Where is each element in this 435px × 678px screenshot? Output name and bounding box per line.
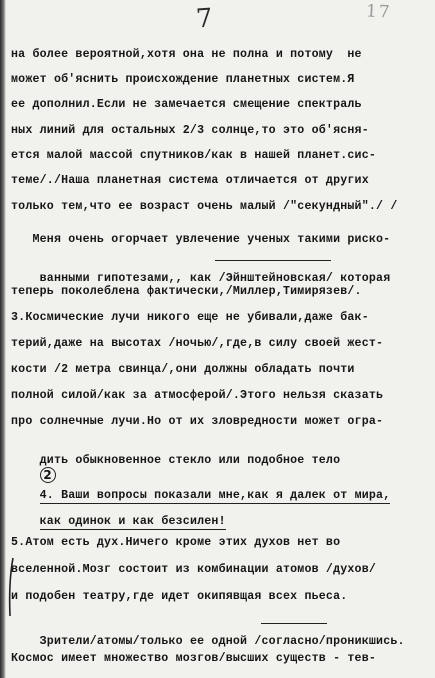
line-text: Зрители/атомы/только ее одной /согласно/проникшись. <box>39 635 405 648</box>
text-line: полной силой/как за атмосферой/.Этого нельзя сказать <box>11 389 384 402</box>
text-line: кости /2 метра свинца/,они должны обладать почти <box>11 363 355 376</box>
text-line: Меня очень огорчает увлечение ученых такими риско- <box>11 233 391 246</box>
text-line: теперь поколеблена фактически,/Миллер,Тимирязев/. <box>11 285 362 298</box>
text-line: только тем,что ее возраст очень малый /"секундный"./ / <box>11 200 398 213</box>
text-line: 3.Космические лучи никого еще не убивали,даже бак- <box>11 311 369 324</box>
text-line: ее дополнил.Если не замечается смещение спектраль <box>11 98 362 111</box>
underline-einstein <box>215 259 331 261</box>
line-text: как одинок и как безсилен! <box>39 515 226 528</box>
text-line: про солнечные лучи.Но от их зловредности может огра- <box>11 415 384 428</box>
text-line: теме/./Наша планетная система отличается от других <box>11 174 369 187</box>
circled-number: 2 <box>40 467 56 483</box>
margin-pen-mark <box>7 556 15 618</box>
line-text: 4. Ваши вопросы показали мне,как я далек от мира, <box>39 489 391 502</box>
text-line: Космос имеет множество мозгов/высших существ - тев- <box>11 652 377 665</box>
line-text: дить обыкновенное стекло или подобное тело <box>39 454 341 467</box>
text-line: 5.Атом есть дух.Ничего кроме этих духов нет во <box>11 536 341 549</box>
scan-edge <box>0 0 6 678</box>
text-line: и подобен театру,где идет окипявщая всех пьеса. <box>11 590 348 603</box>
text-line: ется малой массой спутников/как в нашей планет.сис- <box>11 149 377 162</box>
text-line: может об'яснить происхождение планетных систем.Я <box>11 73 355 86</box>
text-line: ных линий для остальных 2/3 солнце,то это об'ясня- <box>11 124 369 137</box>
page-number: 7 <box>194 3 214 35</box>
text-line: вселенной.Мозг состоит из комбинации атомов /духов/ <box>11 563 377 576</box>
underline-soglasno <box>261 622 327 624</box>
text-line: на более вероятной,хотя она не полна и потому не <box>11 48 362 61</box>
line-text: ванными гипотезами,, как /Эйнштейновская/ которая <box>39 272 391 285</box>
text-line: терий,даже на высотах /ночью/,где,в силу своей жест- <box>11 337 384 350</box>
corner-archive-number: 17 <box>365 1 393 23</box>
